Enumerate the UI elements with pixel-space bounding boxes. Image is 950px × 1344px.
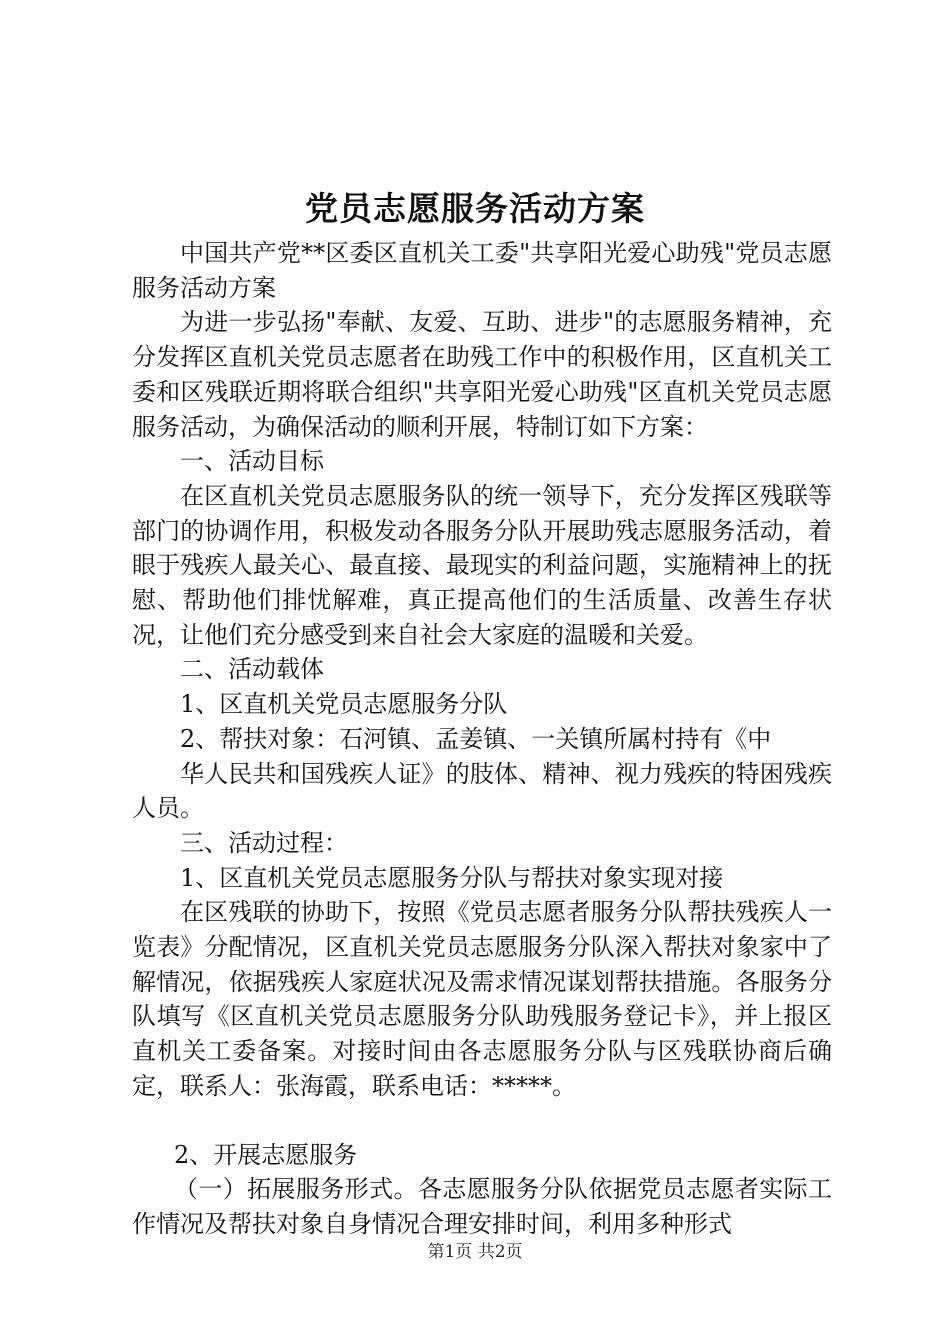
document-body: [132, 236, 832, 1242]
page-footer: 第1页 共2页: [427, 1242, 523, 1262]
paragraph-gap: [132, 1104, 832, 1138]
paragraph-service-form: （一）拓展服务形式。各志愿服务分队依据党员志愿者实际工作情况及帮扶对象自身情况合理安排时间，利用多种形式: [132, 1175, 832, 1238]
paragraph-heading-line: 中国共产党**区委区直机关工委"共享阳光爱心助残"党员志愿服务活动方案: [132, 239, 832, 302]
section-heading-process: 三、活动过程：: [180, 828, 348, 857]
section-heading-goal: 一、活动目标: [180, 447, 324, 476]
document-title: 党员志愿服务活动方案: [305, 189, 645, 228]
list-item-carrier-2-continued: 华人民共和国残疾人证》的肢体、精神、视力残疾的特困残疾人员。: [132, 759, 832, 823]
list-item-carrier-2: 2、帮扶对象：石河镇、孟姜镇、一关镇所属村持有《中: [180, 724, 772, 753]
paragraph-intro: 为进一步弘扬"奉献、友爱、互助、进步"的志愿服务精神，充分发挥区直机关党员志愿者在助残工作中的积极作用，区直机关工委和区残联近期将联合组织"共享阳光爱心助残"区直机关党员志愿服务活动，为确保活动的顺利开展，特制订如下方案：: [132, 308, 832, 441]
section-heading-carrier: 二、活动载体: [180, 655, 324, 684]
list-item-carrier-1: 1、区直机关党员志愿服务分队: [180, 690, 508, 719]
paragraph-process-detail: 在区残联的协助下，按照《党员志愿者服务分队帮扶残疾人一览表》分配情况，区直机关党员志愿服务分队深入帮扶对象家中了解情况，依据残疾人家庭状况及需求情况谋划帮扶措施。各服务分队填写《区直机关党员志愿服务分队助残服务登记卡》，并上报区直机关工委备案。对接时间由各志愿服务分队与区残联协商后确定，联系人：张海霞，联系电话：*****。: [132, 898, 832, 1100]
list-item-process-1: 1、区直机关党员志愿服务分队与帮扶对象实现对接: [180, 863, 724, 892]
list-item-process-2: 2、开展志愿服务: [174, 1140, 358, 1169]
paragraph-goal: 在区直机关党员志愿服务队的统一领导下，充分发挥区残联等部门的协调作用，积极发动各服务分队开展助残志愿服务活动，着眼于残疾人最关心、最直接、最现实的利益问题，实施精神上的抚慰、帮助他们排忧解难，真正提高他们的生活质量、改善生存状况，让他们充分感受到来自社会大家庭的温暖和关爱。: [132, 481, 832, 649]
